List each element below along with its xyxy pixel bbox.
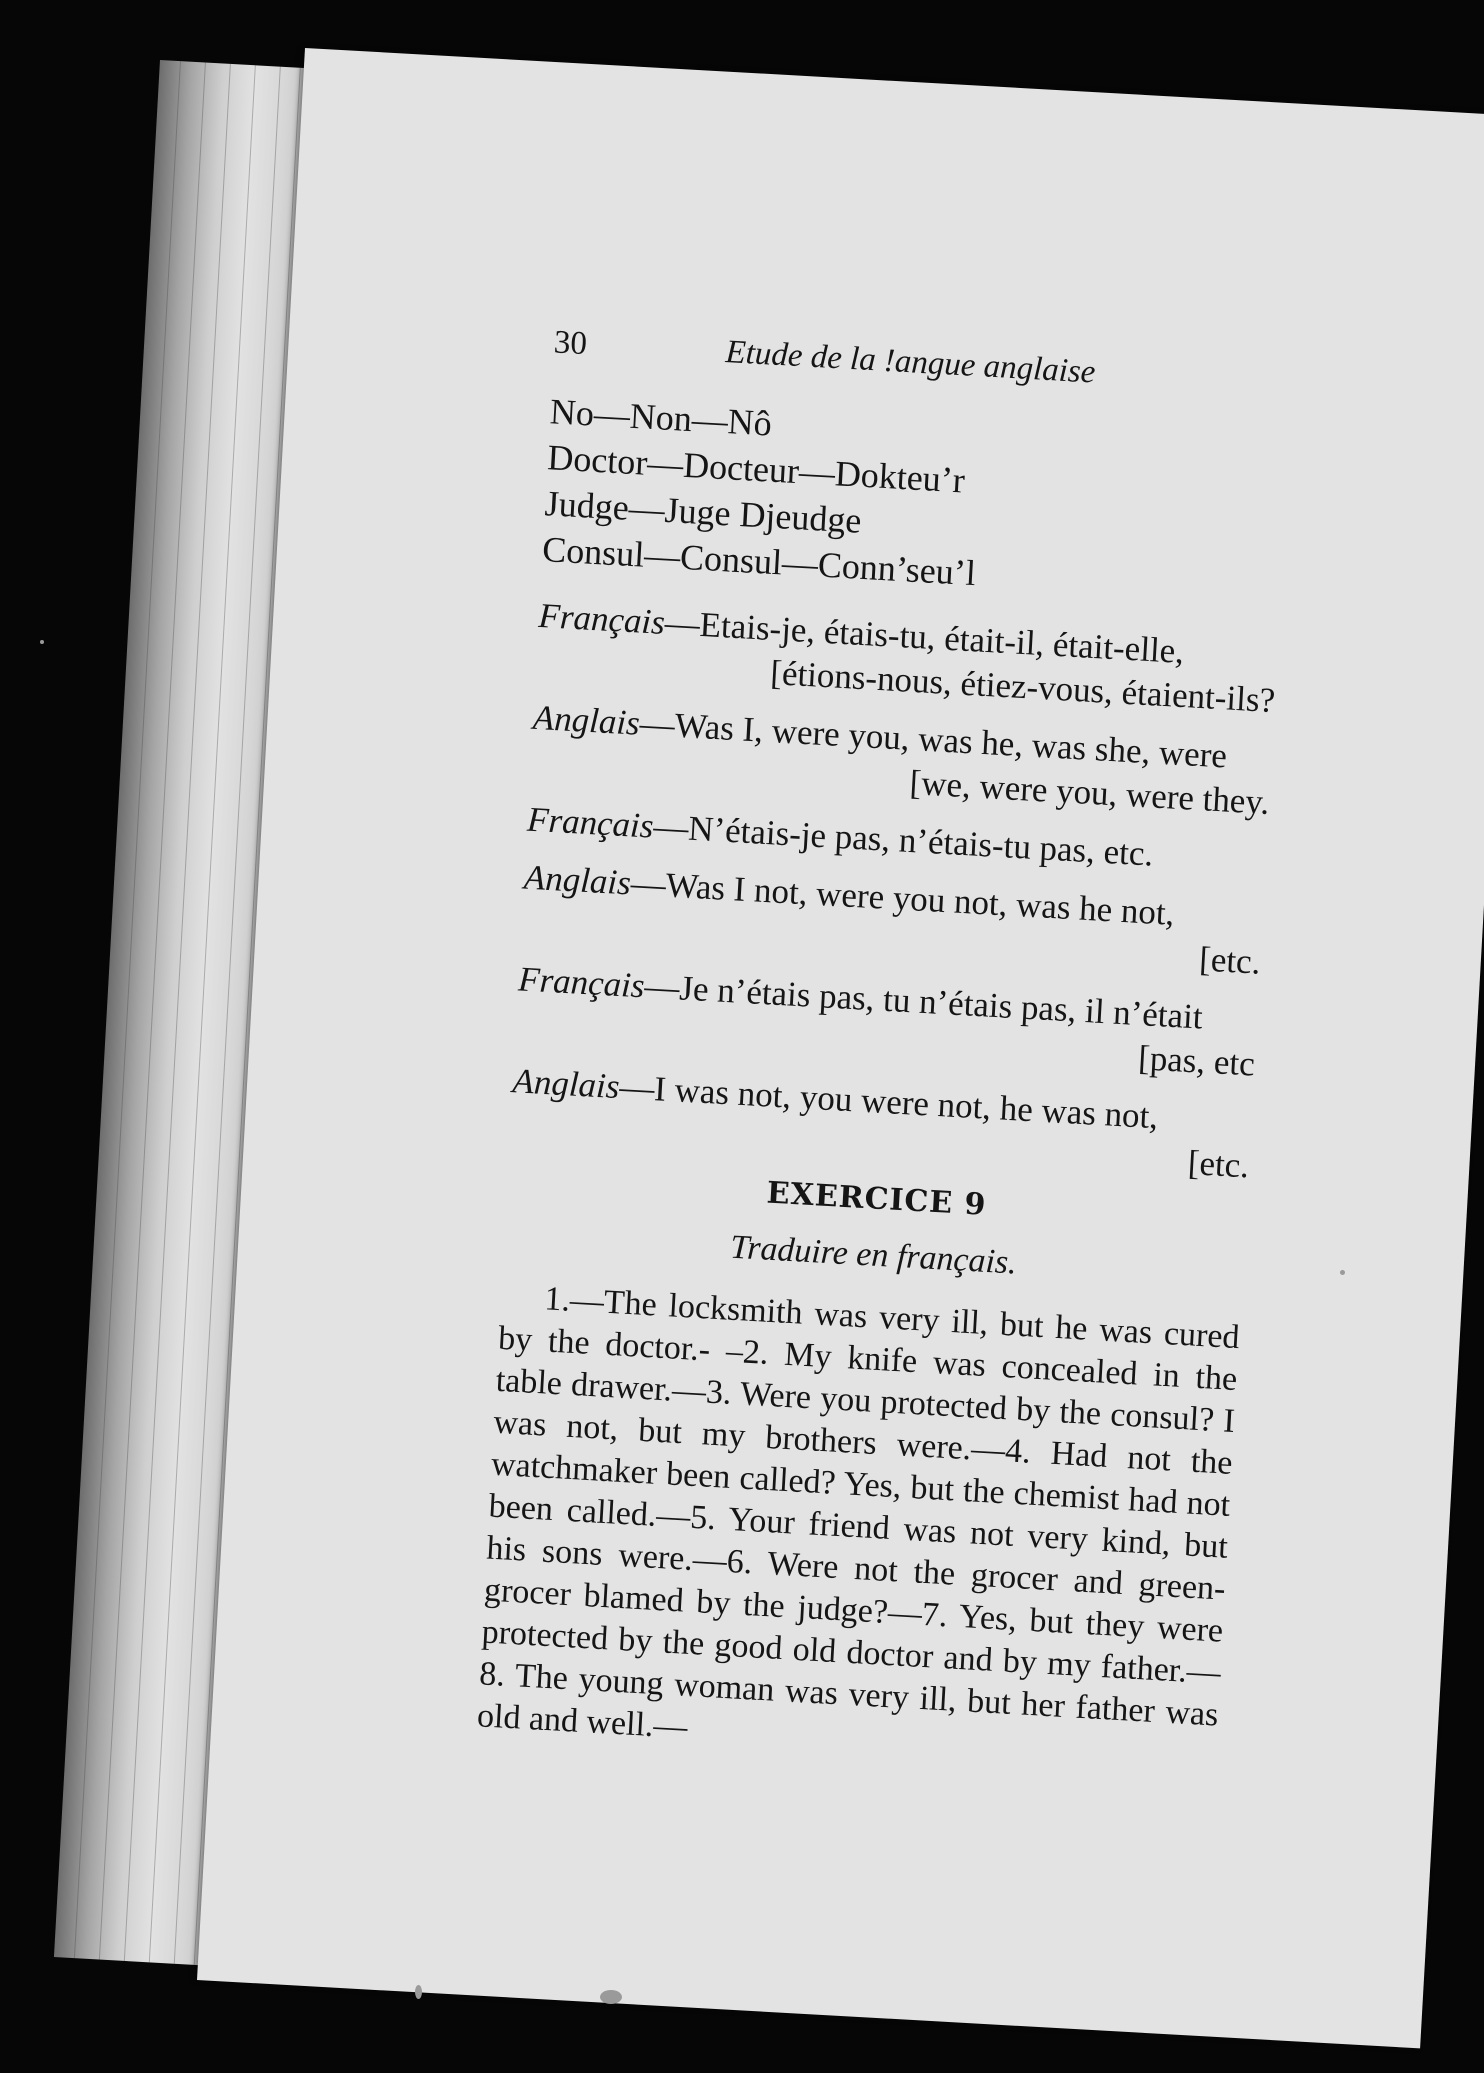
exercise-instruction: Traduire en français. [729,1228,1018,1282]
language-label: Anglais [531,697,641,743]
language-label: Français [517,959,646,1006]
conjugation-continuation: [etc. [1186,1143,1251,1186]
page-text [476,324,1294,1778]
running-title: Etude de la !angue anglaise [724,333,1097,391]
dust-speck [600,1990,622,2004]
page-number: 30 [552,324,588,363]
language-label: Anglais [511,1061,621,1107]
conjugation-text: —Was I not, were you not, was he not, [629,863,1176,933]
conjugation-text: —Etais-je, étais-tu, était-il, était-elle, [663,603,1186,671]
dust-speck [415,1985,422,1999]
exercise-title: EXERCICE 9 [765,1175,988,1223]
conjugation-continuation: [étions-nous, étiez-vous, étaient-ils? [769,652,1277,721]
conjugation-block [509,594,1279,1188]
conjugation-text: —Je n’étais pas, tu n’étais pas, il n’était [643,966,1204,1037]
vocabulary-line: No—Non—Nô [548,391,773,444]
conjugation-text: —N’étais-je pas, n’étais-tu pas, etc. [652,806,1155,874]
vocabulary-line: Judge—Juge Djeudge [543,483,863,541]
dust-speck [1340,1270,1345,1275]
dust-speck [40,640,44,644]
conjugation-continuation: [etc. [1198,939,1262,982]
conjugation-continuation: [we, were you, were they. [908,762,1271,822]
book-page [197,48,1484,2048]
vocabulary-line: Consul—Consul—Conn’seu’l [541,529,977,594]
language-label: Français [537,595,666,642]
conjugation-continuation: [pas, etc [1137,1038,1256,1084]
vocabulary-line: Doctor—Docteur—Dokteu’r [546,437,966,501]
language-label: Anglais [522,857,632,903]
language-label: Français [526,799,655,846]
conjugation-text: —I was not, you were not, he was not, [618,1067,1160,1137]
conjugation-text: —Was I, were you, was he, was she, were [638,703,1229,776]
exercise-body: 1.—The locksmith was very ill, but he was cured by the doctor.- –2. My knife was concealed in the table drawer.—3. Were you protected by the consul? I was not, but my brothers were.—4. Had not the watchmaker been called? Yes, but the chemist had not been called.—5. Your friend was not very kind, but his sons were.—6. Were not the grocer and green-grocer blamed by the judge?—7. Yes, but they were protected by the good old doctor and by my father.—8. The young woman was very ill, but her father was old and well.— [476,1280,1241,1746]
